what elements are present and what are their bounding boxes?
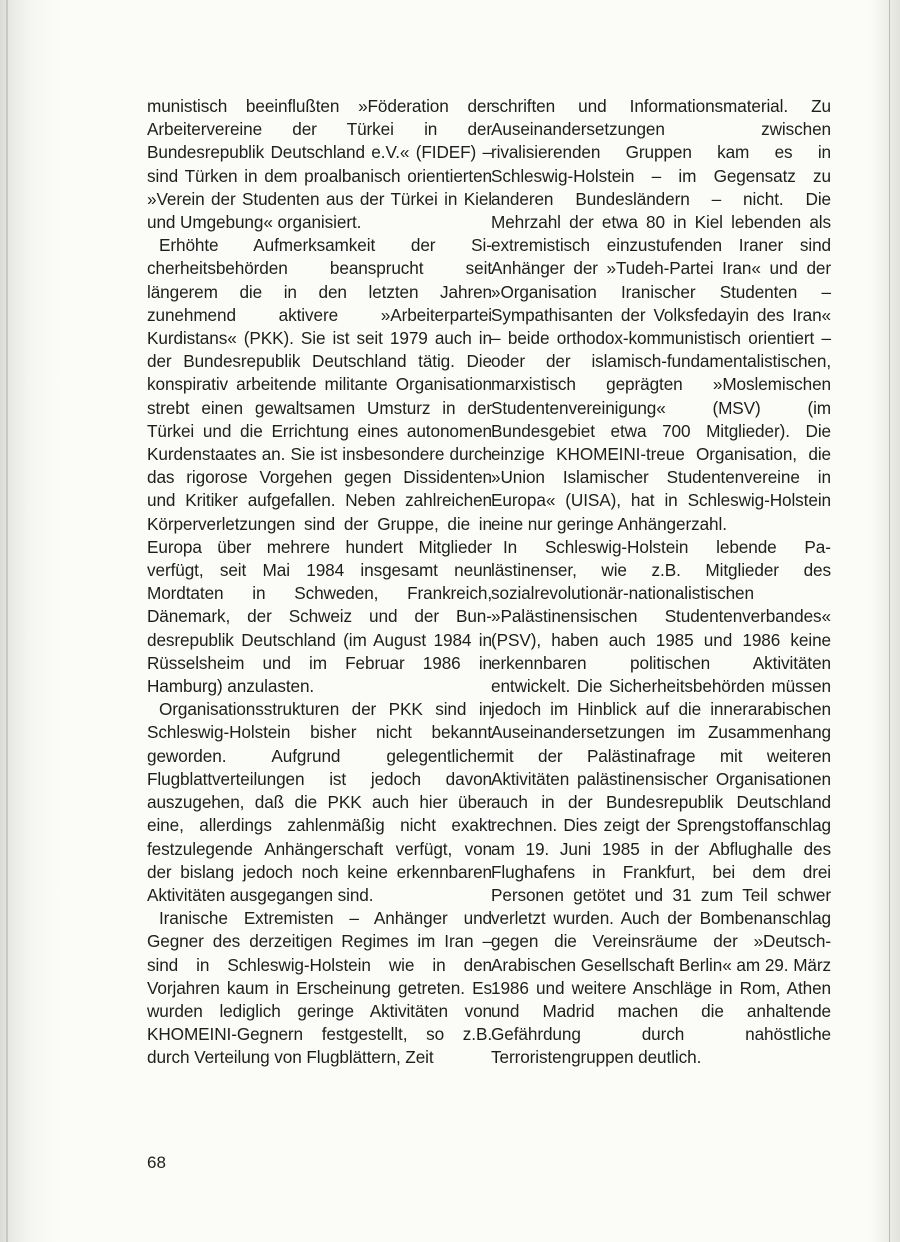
scan-shadow-left bbox=[0, 0, 60, 1242]
right-paragraph-1: schriften und Informationsmaterial. Zu Auseinandersetzungen zwischen rivalisierenden Gruppen kam es in Schleswig-Holstein – im Gegensatz zu anderen Bundesländern – nicht. Die Mehrzahl der etwa 80 in Kiel lebenden als extremistisch einzustufenden Iraner sind Anhänger der »Tudeh-Partei Iran« und der »Organisation Iranischer Studenten – Sympathisanten der Volksfedayin des Iran« – beide orthodox-kommunistisch orientiert – oder der islamisch-fundamentalistischen, marxistisch geprägten »Moslemischen Studentenvereinigung« (MSV) (im Bundesgebiet etwa 700 Mitglieder). Die einzige KHOMEINI-treue Organisation, die »Union Islamischer Studentenvereine in Europa« (UISA), hat in Schleswig-Holstein eine nur geringe Anhängerzahl. bbox=[491, 96, 831, 534]
left-paragraph-3: Organisationsstrukturen der PKK sind in Schleswig-Holstein bisher nicht bekannt geworden. Aufgrund gelegentlicher Flugblattverteilungen ist jedoch davon auszugehen, daß die PKK auch hier über eine, allerdings zahlenmäßig nicht exakt festzulegende Anhängerschaft verfügt, von der bislang jedoch noch keine erkennbaren Aktivitäten ausgegangen sind. bbox=[147, 699, 492, 905]
right-paragraph-2: In Schleswig-Holstein lebende Palästinenser, wie z.B. Mitglieder des sozialrevolutionär-nationalistischen »Palästinensischen Studentenverbandes« (PSV), haben auch 1985 und 1986 keine erkennbaren politischen Aktivitäten entwickelt. Die Sicherheitsbehörden müssen jedoch im Hinblick auf die innerarabischen Auseinandersetzungen im Zusammenhang mit der Palästinafrage mit weiteren Aktivitäten palästinensischer Organisationen auch in der Bundesrepublik Deutschland rechnen. Dies zeigt der Sprengstoffanschlag am 19. Juni 1985 in der Abflughalle des Flughafens in Frankfurt, bei dem drei Personen getötet und 31 zum Teil schwer verletzt wurden. Auch der Bombenanschlag gegen die Vereinsräume der »Deutsch-Arabischen Gesellschaft Berlin« am 29. März 1986 und weitere Anschläge in Rom, Athen und Madrid machen die anhaltende Gefährdung durch nahöstliche Terroristengruppen deutlich. bbox=[491, 536, 831, 1068]
scan-shadow-right bbox=[870, 0, 900, 1242]
left-text-column bbox=[147, 95, 492, 1070]
left-paragraph-2: Erhöhte Aufmerksamkeit der Sicherheitsbehörden beansprucht seit längerem die in den letzten Jahren zunehmend aktivere »Arbeiterpartei Kurdistans« (PKK). Sie ist seit 1979 auch in der Bundesrepublik Deutschland tätig. Die konspirativ arbeitende militante Organisation strebt einen gewaltsamen Umsturz in der Türkei und die Errichtung eines autonomen Kurdenstaates an. Sie ist insbesondere durch das rigorose Vorgehen gegen Dissidenten und Kritiker aufgefallen. Neben zahlreichen Körperverletzungen sind der Gruppe, die in Europa über mehrere hundert Mitglieder verfügt, seit Mai 1984 insgesamt neun Mordtaten in Schweden, Frankreich, Dänemark, der Schweiz und der Bundesrepublik Deutschland (im August 1984 in Rüsselsheim und im Februar 1986 in Hamburg) anzulasten. bbox=[147, 235, 492, 697]
right-text-column bbox=[491, 95, 831, 1070]
left-paragraph-4: Iranische Extremisten – Anhänger und Gegner des derzeitigen Regimes im Iran – sind in Schleswig-Holstein wie in den Vorjahren kaum in Erscheinung getreten. Es wurden lediglich geringe Aktivitäten von KHOMEINI-Gegnern festgestellt, so z.B. durch Verteilung von Flugblättern, Zeit bbox=[147, 908, 492, 1068]
left-paragraph-1: munistisch beeinflußten »Föderation der Arbeitervereine der Türkei in der Bundesrepublik Deutschland e.V.« (FIDEF) – sind Türken in dem proalbanisch orientierten »Verein der Studenten aus der Türkei in Kiel und Umgebung« organisiert. bbox=[147, 96, 492, 233]
scan-gutter-line-right bbox=[889, 0, 890, 1242]
page-number: 68 bbox=[147, 1153, 166, 1172]
scan-gutter-line-left bbox=[6, 0, 8, 1242]
